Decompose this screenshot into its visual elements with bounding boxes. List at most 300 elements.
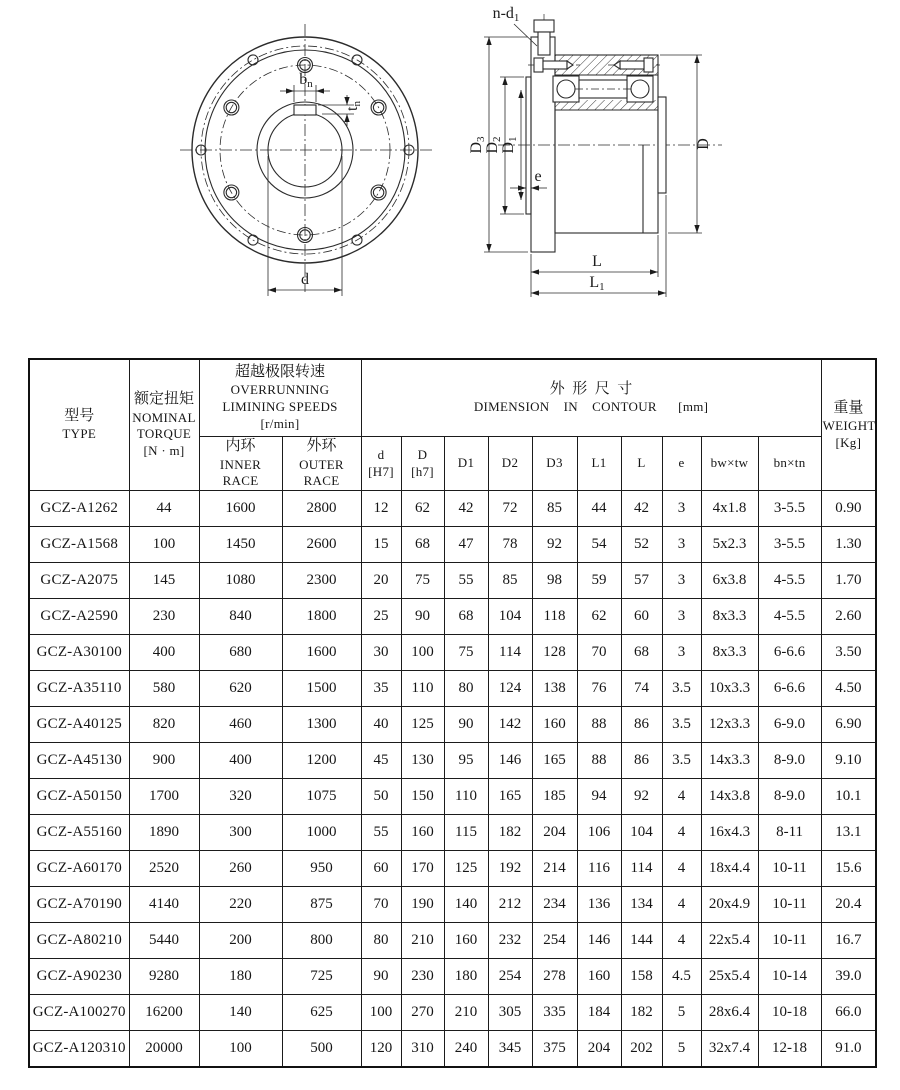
cell-inner_race: 100 xyxy=(199,1031,282,1068)
cell-bwxtw: 12x3.3 xyxy=(701,707,758,743)
cell-bnxtn: 6-6.6 xyxy=(758,635,821,671)
header-dim-col-tolerance: [h7] xyxy=(411,463,434,479)
cell-D1: 55 xyxy=(444,563,488,599)
cell-inner_race: 620 xyxy=(199,671,282,707)
cell-d: 80 xyxy=(361,923,401,959)
cell-bwxtw: 6x3.8 xyxy=(701,563,758,599)
header-dim-col-6 xyxy=(577,437,621,491)
cell-d: 12 xyxy=(361,491,401,527)
cell-e: 3.5 xyxy=(662,743,701,779)
cell-weight: 4.50 xyxy=(821,671,876,707)
cell-D3: 185 xyxy=(532,779,577,815)
flange-bolt-head xyxy=(534,20,554,32)
cell-D1: 180 xyxy=(444,959,488,995)
table-row xyxy=(29,815,876,851)
cell-type: GCZ-A70190 xyxy=(29,887,129,923)
cell-D2: 85 xyxy=(488,563,532,599)
header-torque-unit: [N · m] xyxy=(143,443,185,459)
cell-bwxtw: 14x3.3 xyxy=(701,743,758,779)
cell-outer_race: 1500 xyxy=(282,671,361,707)
cell-D3: 85 xyxy=(532,491,577,527)
header-dim-col-label: D2 xyxy=(501,455,519,471)
cell-D3: 138 xyxy=(532,671,577,707)
cell-inner_race: 400 xyxy=(199,743,282,779)
label-D1: D1 xyxy=(500,136,519,154)
header-dim-col-label: L xyxy=(637,455,646,471)
cell-weight: 16.7 xyxy=(821,923,876,959)
table-row xyxy=(29,1031,876,1068)
cell-D3: 214 xyxy=(532,851,577,887)
label-bn: bn xyxy=(299,71,313,90)
cell-bnxtn: 6-6.6 xyxy=(758,671,821,707)
spec-table xyxy=(28,358,877,1068)
table-row xyxy=(29,995,876,1031)
side-view xyxy=(484,14,722,297)
cell-inner_race: 180 xyxy=(199,959,282,995)
cell-D3: 375 xyxy=(532,1031,577,1068)
label-D: D xyxy=(695,138,712,150)
cell-d: 15 xyxy=(361,527,401,563)
cell-weight: 91.0 xyxy=(821,1031,876,1068)
header-dim-col-label: D1 xyxy=(457,455,475,471)
cell-D: 230 xyxy=(401,959,444,995)
cell-outer_race: 800 xyxy=(282,923,361,959)
cell-weight: 6.90 xyxy=(821,707,876,743)
cell-D: 270 xyxy=(401,995,444,1031)
table-row xyxy=(29,779,876,815)
cell-D: 150 xyxy=(401,779,444,815)
header-outer-race xyxy=(282,437,361,491)
cell-inner_race: 260 xyxy=(199,851,282,887)
cell-inner_race: 140 xyxy=(199,995,282,1031)
cell-D1: 140 xyxy=(444,887,488,923)
cell-L1: 44 xyxy=(577,491,621,527)
cell-inner_race: 300 xyxy=(199,815,282,851)
cell-bwxtw: 4x1.8 xyxy=(701,491,758,527)
header-dim-col-label: D xyxy=(417,446,428,462)
cell-D1: 75 xyxy=(444,635,488,671)
label-D3: D3 xyxy=(468,136,487,154)
cell-D2: 165 xyxy=(488,779,532,815)
cell-bwxtw: 20x4.9 xyxy=(701,887,758,923)
cell-type: GCZ-A55160 xyxy=(29,815,129,851)
cell-D2: 305 xyxy=(488,995,532,1031)
cell-weight: 10.1 xyxy=(821,779,876,815)
cell-D: 210 xyxy=(401,923,444,959)
header-dim-col-10 xyxy=(758,437,821,491)
header-dim-col-5 xyxy=(532,437,577,491)
cell-L: 144 xyxy=(621,923,662,959)
header-dimension-en: DIMENSION IN CONTOUR [mm] xyxy=(473,399,709,415)
header-outer-en: OUTER RACE xyxy=(299,456,344,489)
clutch-drawing-svg xyxy=(0,0,900,350)
cell-type: GCZ-A40125 xyxy=(29,707,129,743)
cell-D2: 104 xyxy=(488,599,532,635)
cell-torque: 16200 xyxy=(129,995,199,1031)
table-body xyxy=(29,491,876,1068)
technical-drawing xyxy=(0,0,900,350)
cell-weight: 0.90 xyxy=(821,491,876,527)
cell-D2: 345 xyxy=(488,1031,532,1068)
cell-D3: 160 xyxy=(532,707,577,743)
cell-D2: 146 xyxy=(488,743,532,779)
header-speeds-unit: [r/min] xyxy=(260,416,300,432)
cell-inner_race: 1080 xyxy=(199,563,282,599)
cell-d: 20 xyxy=(361,563,401,599)
cell-inner_race: 680 xyxy=(199,635,282,671)
cell-D3: 204 xyxy=(532,815,577,851)
cell-outer_race: 2600 xyxy=(282,527,361,563)
header-speeds xyxy=(199,359,361,437)
header-dim-col-label: L1 xyxy=(591,455,607,471)
cell-inner_race: 1450 xyxy=(199,527,282,563)
cell-L: 134 xyxy=(621,887,662,923)
table-header xyxy=(29,359,876,491)
cell-L: 52 xyxy=(621,527,662,563)
cell-L1: 116 xyxy=(577,851,621,887)
cell-L1: 94 xyxy=(577,779,621,815)
cell-e: 3 xyxy=(662,563,701,599)
cell-bnxtn: 4-5.5 xyxy=(758,563,821,599)
header-torque-en1: NOMINAL xyxy=(132,409,196,425)
cell-D2: 192 xyxy=(488,851,532,887)
cell-weight: 20.4 xyxy=(821,887,876,923)
cell-outer_race: 875 xyxy=(282,887,361,923)
header-weight-unit: [Kg] xyxy=(835,434,862,450)
table-row xyxy=(29,707,876,743)
cell-bwxtw: 22x5.4 xyxy=(701,923,758,959)
cell-type: GCZ-A50150 xyxy=(29,779,129,815)
cell-type: GCZ-A1262 xyxy=(29,491,129,527)
cell-bwxtw: 5x2.3 xyxy=(701,527,758,563)
cell-weight: 66.0 xyxy=(821,995,876,1031)
cell-D1: 110 xyxy=(444,779,488,815)
cell-D: 75 xyxy=(401,563,444,599)
header-dim-col-tolerance: [H7] xyxy=(368,463,394,479)
cell-torque: 4140 xyxy=(129,887,199,923)
cell-L: 68 xyxy=(621,635,662,671)
cell-L1: 88 xyxy=(577,707,621,743)
cell-L1: 160 xyxy=(577,959,621,995)
cell-L1: 70 xyxy=(577,635,621,671)
cell-bnxtn: 3-5.5 xyxy=(758,491,821,527)
cell-bnxtn: 4-5.5 xyxy=(758,599,821,635)
cell-L1: 136 xyxy=(577,887,621,923)
table-row xyxy=(29,599,876,635)
cell-type: GCZ-A2590 xyxy=(29,599,129,635)
cell-torque: 820 xyxy=(129,707,199,743)
cell-type: GCZ-A35110 xyxy=(29,671,129,707)
header-dim-col-7 xyxy=(621,437,662,491)
cell-L: 74 xyxy=(621,671,662,707)
cell-bnxtn: 3-5.5 xyxy=(758,527,821,563)
cell-outer_race: 1300 xyxy=(282,707,361,743)
cell-torque: 5440 xyxy=(129,923,199,959)
cell-D3: 128 xyxy=(532,635,577,671)
cell-D1: 42 xyxy=(444,491,488,527)
cell-L1: 146 xyxy=(577,923,621,959)
cell-type: GCZ-A45130 xyxy=(29,743,129,779)
cell-D: 68 xyxy=(401,527,444,563)
cell-weight: 3.50 xyxy=(821,635,876,671)
cell-outer_race: 1600 xyxy=(282,635,361,671)
cell-D: 90 xyxy=(401,599,444,635)
header-weight-zh: 重量 xyxy=(833,399,864,416)
cell-type: GCZ-A120310 xyxy=(29,1031,129,1068)
cell-D3: 254 xyxy=(532,923,577,959)
cell-d: 100 xyxy=(361,995,401,1031)
cell-inner_race: 840 xyxy=(199,599,282,635)
cell-D2: 212 xyxy=(488,887,532,923)
cell-L1: 184 xyxy=(577,995,621,1031)
cell-D: 125 xyxy=(401,707,444,743)
cell-bwxtw: 25x5.4 xyxy=(701,959,758,995)
cell-D1: 240 xyxy=(444,1031,488,1068)
header-weight-en: WEIGHT xyxy=(822,418,876,433)
cell-inner_race: 1600 xyxy=(199,491,282,527)
table-row xyxy=(29,851,876,887)
header-speeds-en1: OVERRUNNING xyxy=(230,382,330,398)
table-row xyxy=(29,635,876,671)
cell-D1: 90 xyxy=(444,707,488,743)
cell-torque: 900 xyxy=(129,743,199,779)
cell-L: 92 xyxy=(621,779,662,815)
cell-D1: 95 xyxy=(444,743,488,779)
cell-type: GCZ-A100270 xyxy=(29,995,129,1031)
cell-bnxtn: 10-18 xyxy=(758,995,821,1031)
cell-D2: 72 xyxy=(488,491,532,527)
cell-type: GCZ-A1568 xyxy=(29,527,129,563)
cell-weight: 39.0 xyxy=(821,959,876,995)
keyway xyxy=(294,105,316,115)
cell-torque: 20000 xyxy=(129,1031,199,1068)
cell-e: 3 xyxy=(662,527,701,563)
header-weight xyxy=(821,359,876,491)
header-speeds-en2: LIMINING SPEEDS xyxy=(222,399,338,415)
cell-bwxtw: 8x3.3 xyxy=(701,599,758,635)
cell-bnxtn: 10-11 xyxy=(758,851,821,887)
cell-bnxtn: 8-11 xyxy=(758,815,821,851)
cell-D2: 78 xyxy=(488,527,532,563)
cell-e: 3.5 xyxy=(662,671,701,707)
cell-d: 120 xyxy=(361,1031,401,1068)
cell-D1: 160 xyxy=(444,923,488,959)
cell-d: 60 xyxy=(361,851,401,887)
table-row xyxy=(29,671,876,707)
cell-outer_race: 950 xyxy=(282,851,361,887)
cell-inner_race: 460 xyxy=(199,707,282,743)
cell-weight: 9.10 xyxy=(821,743,876,779)
cell-e: 3.5 xyxy=(662,707,701,743)
cell-D2: 142 xyxy=(488,707,532,743)
cell-weight: 15.6 xyxy=(821,851,876,887)
cell-D1: 47 xyxy=(444,527,488,563)
cell-torque: 44 xyxy=(129,491,199,527)
header-dim-col-label: bn×tn xyxy=(773,455,806,471)
cell-D3: 92 xyxy=(532,527,577,563)
header-outer-zh: 外环 xyxy=(306,438,337,454)
header-torque-zh: 额定扭矩 xyxy=(133,391,194,408)
table-row xyxy=(29,527,876,563)
cell-L1: 76 xyxy=(577,671,621,707)
cell-D1: 80 xyxy=(444,671,488,707)
cell-e: 4 xyxy=(662,779,701,815)
cell-D1: 210 xyxy=(444,995,488,1031)
cell-bnxtn: 10-11 xyxy=(758,887,821,923)
cell-L: 42 xyxy=(621,491,662,527)
label-d: d xyxy=(301,271,309,288)
cell-L1: 88 xyxy=(577,743,621,779)
cell-D: 190 xyxy=(401,887,444,923)
cell-type: GCZ-A80210 xyxy=(29,923,129,959)
cell-outer_race: 1800 xyxy=(282,599,361,635)
header-inner-en: INNER RACE xyxy=(219,456,262,489)
cell-weight: 1.30 xyxy=(821,527,876,563)
cell-d: 35 xyxy=(361,671,401,707)
cell-L: 182 xyxy=(621,995,662,1031)
cell-outer_race: 500 xyxy=(282,1031,361,1068)
header-dim-col-2 xyxy=(401,437,444,491)
cell-e: 4.5 xyxy=(662,959,701,995)
cell-e: 4 xyxy=(662,851,701,887)
cell-L: 60 xyxy=(621,599,662,635)
cell-outer_race: 2300 xyxy=(282,563,361,599)
cell-D1: 115 xyxy=(444,815,488,851)
cell-d: 25 xyxy=(361,599,401,635)
cell-bwxtw: 14x3.8 xyxy=(701,779,758,815)
cell-D3: 118 xyxy=(532,599,577,635)
cell-bnxtn: 8-9.0 xyxy=(758,779,821,815)
cell-inner_race: 200 xyxy=(199,923,282,959)
cell-torque: 1700 xyxy=(129,779,199,815)
cell-torque: 1890 xyxy=(129,815,199,851)
header-type-zh: 型号 xyxy=(64,407,95,424)
cell-D: 110 xyxy=(401,671,444,707)
header-type xyxy=(29,359,129,491)
cell-L1: 59 xyxy=(577,563,621,599)
table-row xyxy=(29,923,876,959)
header-dim-col-label: bw×tw xyxy=(710,455,749,471)
cell-L1: 106 xyxy=(577,815,621,851)
cell-e: 4 xyxy=(662,923,701,959)
cell-torque: 2520 xyxy=(129,851,199,887)
cell-D3: 98 xyxy=(532,563,577,599)
header-dim-col-3 xyxy=(444,437,488,491)
cell-d: 55 xyxy=(361,815,401,851)
cell-bwxtw: 32x7.4 xyxy=(701,1031,758,1068)
cell-bwxtw: 8x3.3 xyxy=(701,635,758,671)
cell-d: 70 xyxy=(361,887,401,923)
cell-outer_race: 625 xyxy=(282,995,361,1031)
cell-D2: 254 xyxy=(488,959,532,995)
table-row xyxy=(29,887,876,923)
table-row xyxy=(29,959,876,995)
cell-d: 45 xyxy=(361,743,401,779)
cell-L: 86 xyxy=(621,743,662,779)
cell-e: 4 xyxy=(662,887,701,923)
table-row xyxy=(29,743,876,779)
cell-D1: 68 xyxy=(444,599,488,635)
cell-bnxtn: 10-11 xyxy=(758,923,821,959)
cell-D3: 165 xyxy=(532,743,577,779)
header-type-en: TYPE xyxy=(62,426,97,442)
header-inner-race xyxy=(199,437,282,491)
cell-bwxtw: 16x4.3 xyxy=(701,815,758,851)
cell-L: 114 xyxy=(621,851,662,887)
cell-L: 202 xyxy=(621,1031,662,1068)
cell-D: 62 xyxy=(401,491,444,527)
sleeve-end xyxy=(658,97,666,193)
cell-torque: 400 xyxy=(129,635,199,671)
header-dim-col-1 xyxy=(361,437,401,491)
cell-D: 130 xyxy=(401,743,444,779)
cell-bwxtw: 28x6.4 xyxy=(701,995,758,1031)
cell-type: GCZ-A90230 xyxy=(29,959,129,995)
cell-bwxtw: 10x3.3 xyxy=(701,671,758,707)
cell-e: 3 xyxy=(662,635,701,671)
table-row xyxy=(29,491,876,527)
header-torque-en2: TORQUE xyxy=(136,426,192,442)
cell-inner_race: 220 xyxy=(199,887,282,923)
spigot xyxy=(526,77,531,214)
cell-outer_race: 1000 xyxy=(282,815,361,851)
flange-bolt-shank xyxy=(538,32,550,55)
cell-bnxtn: 6-9.0 xyxy=(758,707,821,743)
cell-L1: 54 xyxy=(577,527,621,563)
label-tn: tn xyxy=(344,101,363,111)
label-D2: D2 xyxy=(484,136,503,154)
cell-D2: 232 xyxy=(488,923,532,959)
header-dim-col-label: e xyxy=(678,455,685,471)
cell-bwxtw: 18x4.4 xyxy=(701,851,758,887)
cell-type: GCZ-A2075 xyxy=(29,563,129,599)
label-L: L xyxy=(592,253,602,270)
cell-D2: 182 xyxy=(488,815,532,851)
label-e: e xyxy=(534,168,542,185)
header-dim-col-4 xyxy=(488,437,532,491)
header-dimension xyxy=(361,359,821,437)
cell-inner_race: 320 xyxy=(199,779,282,815)
table-row xyxy=(29,563,876,599)
label-nd1: n-d1 xyxy=(492,5,520,24)
cell-D: 160 xyxy=(401,815,444,851)
cell-e: 5 xyxy=(662,995,701,1031)
label-L1: L1 xyxy=(589,274,605,293)
header-torque xyxy=(129,359,199,491)
cell-e: 5 xyxy=(662,1031,701,1068)
cell-D2: 124 xyxy=(488,671,532,707)
cell-torque: 100 xyxy=(129,527,199,563)
cell-D3: 234 xyxy=(532,887,577,923)
cell-bnxtn: 10-14 xyxy=(758,959,821,995)
header-dim-col-label: D3 xyxy=(546,455,563,471)
cell-D3: 278 xyxy=(532,959,577,995)
cell-type: GCZ-A30100 xyxy=(29,635,129,671)
cell-L1: 204 xyxy=(577,1031,621,1068)
header-inner-zh: 内环 xyxy=(225,438,256,454)
cell-outer_race: 725 xyxy=(282,959,361,995)
cell-L: 104 xyxy=(621,815,662,851)
cell-L: 86 xyxy=(621,707,662,743)
cell-weight: 13.1 xyxy=(821,815,876,851)
cell-D: 100 xyxy=(401,635,444,671)
header-speeds-zh: 超越极限转速 xyxy=(234,363,325,380)
cell-bnxtn: 8-9.0 xyxy=(758,743,821,779)
front-view xyxy=(180,24,434,296)
cell-L1: 62 xyxy=(577,599,621,635)
cell-d: 40 xyxy=(361,707,401,743)
cell-bnxtn: 12-18 xyxy=(758,1031,821,1068)
